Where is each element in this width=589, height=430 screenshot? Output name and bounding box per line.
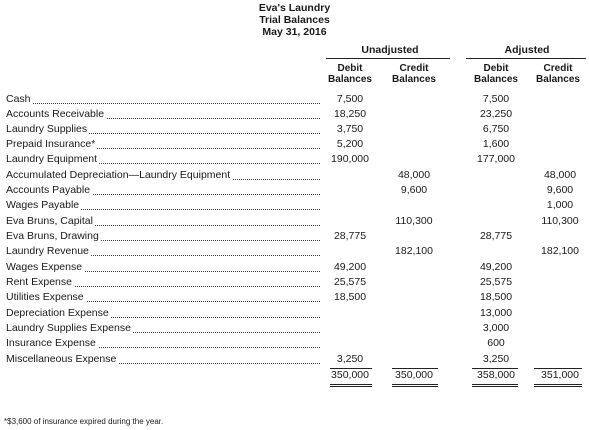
adjusted-credit-header-line2: Balances: [536, 74, 580, 85]
account-name: [6, 322, 324, 336]
account-name: [6, 153, 324, 167]
unadjusted-debit-double-rule-top: [330, 384, 372, 385]
ledger-row: [0, 230, 589, 244]
account-name: [6, 215, 324, 229]
unadjusted-debit-value: 28,775: [333, 230, 367, 242]
account-label: Utilities Expense: [6, 291, 84, 303]
adjusted-credit-value: 110,300: [541, 215, 579, 227]
adjusted-credit-value: 1,000: [546, 199, 574, 211]
adjusted-debit-header-line1: Debit: [483, 63, 509, 74]
unadjusted-credit-header-line1: Credit: [399, 63, 429, 74]
adjusted-debit-value: 23,250: [479, 108, 513, 120]
account-label: Laundry Supplies: [6, 123, 88, 135]
account-name: [6, 199, 324, 213]
adjusted-credit-double-rule-bottom: [534, 386, 582, 387]
adjusted-credit-double-rule-top: [534, 384, 582, 385]
unadjusted-credit-double-rule-top: [392, 384, 438, 385]
account-name: [6, 261, 324, 275]
account-label: Rent Expense: [6, 276, 72, 288]
account-label: Depreciation Expense: [6, 307, 109, 319]
account-name: [6, 138, 324, 152]
ledger-row: [0, 138, 589, 152]
adjusted-debit-value: 3,000: [482, 322, 510, 334]
ledger-row: [0, 353, 589, 367]
account-name: [6, 169, 324, 183]
adjusted-debit-value: 1,600: [482, 138, 510, 150]
account-label: Eva Bruns, Capital: [6, 215, 93, 227]
unadjusted-debit-value: 3,750: [336, 123, 364, 135]
unadjusted-debit-header: [320, 63, 380, 85]
adjusted-debit-header: [466, 63, 526, 85]
ledger-row: [0, 307, 589, 321]
unadjusted-credit-value: 110,300: [395, 215, 433, 227]
account-label: Accounts Payable: [6, 184, 91, 196]
adjusted-debit-value: 25,575: [479, 276, 513, 288]
footnote: *$3,600 of insurance expired during the year.: [4, 417, 164, 426]
unadjusted-debit-value: 49,200: [333, 261, 367, 273]
unadjusted-group-header: Unadjusted: [361, 44, 419, 56]
unadjusted-credit-double-rule-bottom: [392, 386, 438, 387]
unadjusted-credit-value: 9,600: [400, 184, 428, 196]
adjusted-debit-value: 7,500: [482, 93, 510, 105]
adjusted-debit-value: 6,750: [482, 123, 510, 135]
account-name: [6, 291, 324, 305]
adjusted-debit-double-rule-top: [472, 384, 518, 385]
ledger-row: [0, 245, 589, 259]
unadjusted-debit-double-rule-bottom: [330, 386, 372, 387]
unadjusted-debit-value: 25,575: [333, 276, 367, 288]
ledger-row: [0, 215, 589, 229]
totals-row: [0, 369, 589, 383]
ledger-row: [0, 261, 589, 275]
adjusted-debit-value: 28,775: [479, 230, 513, 242]
adjusted-credit-header: [528, 63, 588, 85]
unadjusted-debit-value: 3,250: [336, 353, 364, 365]
ledger-row: [0, 184, 589, 198]
unadjusted-debit-value: 7,500: [336, 93, 364, 105]
account-label: Laundry Equipment: [6, 153, 98, 165]
account-label: Laundry Supplies Expense: [6, 322, 131, 334]
unadjusted-debit-total: 350,000: [331, 369, 369, 381]
adjusted-credit-value: 48,000: [543, 169, 577, 181]
unadjusted-credit-value: 182,100: [395, 245, 433, 257]
ledger-row: [0, 123, 589, 137]
ledger-row: [0, 322, 589, 336]
account-label: Eva Bruns, Drawing: [6, 230, 99, 242]
account-label: Laundry Revenue: [6, 245, 89, 257]
adjusted-debit-value: 3,250: [482, 353, 510, 365]
ledger-row: [0, 93, 589, 107]
unadjusted-credit-value: 48,000: [397, 169, 431, 181]
leader-dots: [6, 103, 320, 104]
adjusted-debit-header-line2: Balances: [474, 74, 518, 85]
adjusted-debit-value: 13,000: [479, 307, 513, 319]
adjusted-credit-value: 9,600: [546, 184, 574, 196]
adjusted-debit-total: 358,000: [477, 369, 515, 381]
account-name: [6, 123, 324, 137]
account-label: Wages Expense: [6, 261, 83, 273]
account-label: Insurance Expense: [6, 337, 96, 349]
ledger-row: [0, 276, 589, 290]
adjusted-debit-value: 177,000: [477, 153, 515, 165]
unadjusted-debit-value: 18,500: [333, 291, 367, 303]
account-name: [6, 230, 324, 244]
ledger-row: [0, 291, 589, 305]
unadjusted-debit-header-line2: Balances: [328, 74, 372, 85]
company-name: Eva's Laundry: [258, 2, 331, 14]
unadjusted-debit-value: 5,200: [336, 138, 364, 150]
ledger-row: [0, 153, 589, 167]
account-label: Accumulated Depreciation—Laundry Equipment: [6, 169, 231, 181]
adjusted-header-rule: [466, 58, 586, 59]
account-label: Accounts Receivable: [6, 108, 105, 120]
adjusted-debit-value: 600: [487, 337, 505, 349]
unadjusted-debit-value: 190,000: [331, 153, 369, 165]
ledger-row: [0, 199, 589, 213]
account-name: [6, 108, 324, 122]
account-name: [6, 307, 324, 321]
unadjusted-header-rule: [326, 58, 450, 59]
account-name: [6, 276, 324, 290]
adjusted-credit-header-line1: Credit: [543, 63, 573, 74]
adjusted-debit-double-rule-bottom: [472, 386, 518, 387]
unadjusted-debit-value: 18,250: [333, 108, 367, 120]
unadjusted-credit-header-line2: Balances: [392, 74, 436, 85]
report-title: Trial Balances: [259, 14, 330, 26]
adjusted-group-header: Adjusted: [504, 44, 550, 56]
ledger-row: [0, 108, 589, 122]
account-name: [6, 93, 324, 107]
account-name: [6, 353, 324, 367]
account-name: [6, 184, 324, 198]
unadjusted-credit-header: [384, 63, 444, 85]
account-name: [6, 337, 324, 351]
ledger-row: [0, 169, 589, 183]
adjusted-debit-value: 18,500: [479, 291, 513, 303]
adjusted-debit-value: 49,200: [479, 261, 513, 273]
account-label: Wages Payable: [6, 199, 80, 211]
report-date: May 31, 2016: [262, 26, 327, 38]
account-label: Miscellaneous Expense: [6, 353, 117, 365]
account-name: [6, 245, 324, 259]
adjusted-credit-total: 351,000: [541, 369, 579, 381]
account-label: Prepaid Insurance*: [6, 138, 96, 150]
adjusted-credit-value: 182,100: [541, 245, 579, 257]
unadjusted-debit-header-line1: Debit: [337, 63, 363, 74]
ledger-row: [0, 337, 589, 351]
unadjusted-credit-total: 350,000: [395, 369, 433, 381]
account-label: Cash: [6, 93, 31, 105]
